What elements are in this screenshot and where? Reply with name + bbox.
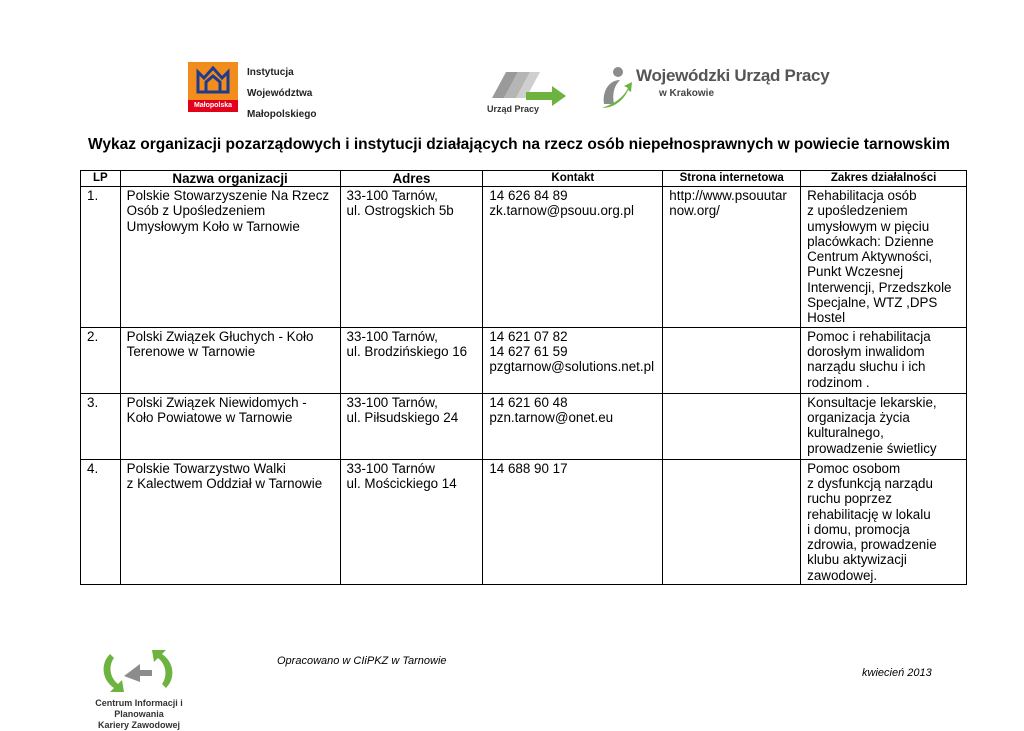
cell-scope (801, 187, 967, 328)
header-website: Strona internetowa (663, 171, 801, 187)
cell-line: Rehabilitacja osób (807, 188, 917, 203)
cell-line: umysłowym w pięciu (807, 218, 930, 234)
cell-contact (483, 187, 663, 328)
cell-scope (801, 459, 967, 584)
cell-name (120, 459, 340, 584)
wup-logo-icon (598, 64, 632, 112)
cell-name (120, 187, 340, 328)
cell-website (663, 187, 801, 328)
institution-line: Województwa (247, 88, 313, 99)
header-scope: Zakres działalności (801, 171, 967, 187)
cell-line: Koło Powiatowe w Tarnowie (126, 409, 293, 425)
cell-line: i domu, promocja (807, 521, 910, 537)
cell-line: Hostel (807, 310, 846, 326)
wup-title: Wojewódzki Urząd Pracy (636, 66, 830, 85)
cell-lp: 1. (81, 187, 121, 328)
table-row (81, 393, 967, 459)
cell-line: Polski Związek Niewidomych - (126, 394, 307, 410)
cell-line: 14 627 61 59 (489, 343, 568, 359)
malopolska-logo-text: Małopolska (193, 102, 233, 109)
ciipkz-logo-icon (96, 646, 180, 696)
cell-website (663, 327, 801, 393)
cell-line: ruchu poprzez (807, 491, 892, 507)
cell-line: prowadzenie świetlicy (807, 440, 937, 456)
cell-line: 33-100 Tarnów (346, 460, 435, 476)
cell-line: Konsultacje lekarskie, (807, 394, 937, 410)
cell-line: ul. Ostrogskich 5b (346, 203, 454, 219)
email-link[interactable]: pzn.tarnow@onet.eu (489, 409, 614, 425)
cell-line: Pomoc i rehabilitacja (807, 328, 931, 344)
cell-line: Polski Związek Głuchych - Koło (126, 328, 314, 344)
prepared-by-note: Opracowano w CIiPKZ w Tarnowie (277, 655, 447, 667)
email-link[interactable]: zk.tarnow@psouu.org.pl (489, 203, 634, 219)
cell-contact (483, 327, 663, 393)
cell-line: dorosłym inwalidom (807, 343, 925, 359)
institution-text (247, 62, 316, 125)
table-row (81, 459, 967, 584)
cell-line: 14 621 60 48 (489, 394, 568, 410)
cell-line: zawodowej. (807, 567, 878, 583)
cell-line: ul. Brodzińskiego 16 (346, 343, 468, 359)
cell-line: z Kalectwem Oddział w Tarnowie (126, 475, 323, 491)
cell-website (663, 393, 801, 459)
cell-line: 14 626 84 89 (489, 188, 568, 203)
cell-line: ul. Mościckiego 14 (346, 475, 457, 491)
document-title: Wykaz organizacji pozarządowych i instytucji działających na rzecz osób niepełnosprawnych w powiecie tarnowskim (88, 136, 950, 153)
ciipkz-logo-line: Centrum Informacji i Planowania (95, 698, 183, 719)
cell-line: klubu aktywizacji (807, 552, 907, 568)
ciipkz-logo-line: Kariery Zawodowej (97, 720, 181, 730)
cell-line: Terenowe w Tarnowie (126, 343, 256, 359)
cell-name (120, 393, 340, 459)
cell-contact (483, 459, 663, 584)
castle-icon (188, 62, 238, 100)
table-header-row (81, 171, 967, 187)
cell-line: Polskie Towarzystwo Walki (126, 460, 286, 476)
cell-line: Centrum Aktywności, (807, 249, 933, 265)
malopolska-logo (188, 62, 238, 112)
cell-line: 33-100 Tarnów, (346, 328, 438, 344)
organizations-table (80, 170, 967, 585)
cell-line: kulturalnego, (807, 425, 884, 441)
cell-line: 33-100 Tarnów, (346, 188, 438, 203)
cell-line: Umysłowym Koło w Tarnowie (126, 218, 300, 234)
institution-line: Instytucja (247, 67, 294, 78)
cell-line: Specjalne, WTZ ,DPS (807, 295, 938, 311)
header-lp: LP (81, 171, 121, 187)
cell-line: placówkach: Dzienne (807, 233, 934, 249)
cell-line: rehabilitację w lokalu (807, 506, 931, 522)
cell-address (340, 327, 483, 393)
email-link[interactable]: pzgtarnow@solutions.net.pl (489, 359, 655, 375)
malopolska-logo-band (188, 100, 238, 112)
cell-line: organizacja życia (807, 409, 910, 425)
institution-line: Małopolskiego (247, 109, 317, 120)
urzad-pracy-text: Urząd Pracy (487, 104, 540, 114)
cell-line: z upośledzeniem (807, 203, 908, 219)
header-contact: Kontakt (483, 171, 663, 187)
header-address: Adres (340, 171, 483, 187)
table-row (81, 187, 967, 328)
cell-line: Osób z Upośledzeniem (126, 203, 266, 219)
cell-line: Interwencji, Przedszkole (807, 279, 952, 295)
cell-lp: 4. (81, 459, 121, 584)
cell-scope (801, 393, 967, 459)
header-name: Nazwa organizacji (120, 171, 340, 187)
cell-line: 14 621 07 82 (489, 328, 568, 344)
document-date: kwiecień 2013 (862, 667, 932, 679)
cell-lp: 3. (81, 393, 121, 459)
cell-line: rodzinom . (807, 374, 870, 390)
cell-lp: 2. (81, 327, 121, 393)
cell-line: Polskie Stowarzyszenie Na Rzecz (126, 188, 330, 203)
cell-address (340, 393, 483, 459)
cell-line: z dysfunkcją narządu (807, 475, 933, 491)
cell-website (663, 459, 801, 584)
cell-contact (483, 393, 663, 459)
cell-address (340, 187, 483, 328)
cell-line: zdrowia, prowadzenie (807, 537, 937, 553)
wup-subtitle: w Krakowie (659, 88, 715, 99)
website-link[interactable]: now.org/ (669, 203, 720, 219)
cell-line: 33-100 Tarnów, (346, 394, 438, 410)
cell-line: Punkt Wczesnej (807, 264, 904, 280)
table-row (81, 327, 967, 393)
cell-line: Pomoc osobom (807, 460, 901, 476)
cell-line: narządu słuchu i ich (807, 359, 926, 375)
website-link[interactable]: http://www.psouutar (669, 188, 787, 203)
ciipkz-logo-text (84, 698, 194, 731)
cell-scope (801, 327, 967, 393)
cell-line: ul. Piłsudskiego 24 (346, 409, 459, 425)
cell-line: 14 688 90 17 (489, 460, 568, 476)
cell-name (120, 327, 340, 393)
cell-address (340, 459, 483, 584)
